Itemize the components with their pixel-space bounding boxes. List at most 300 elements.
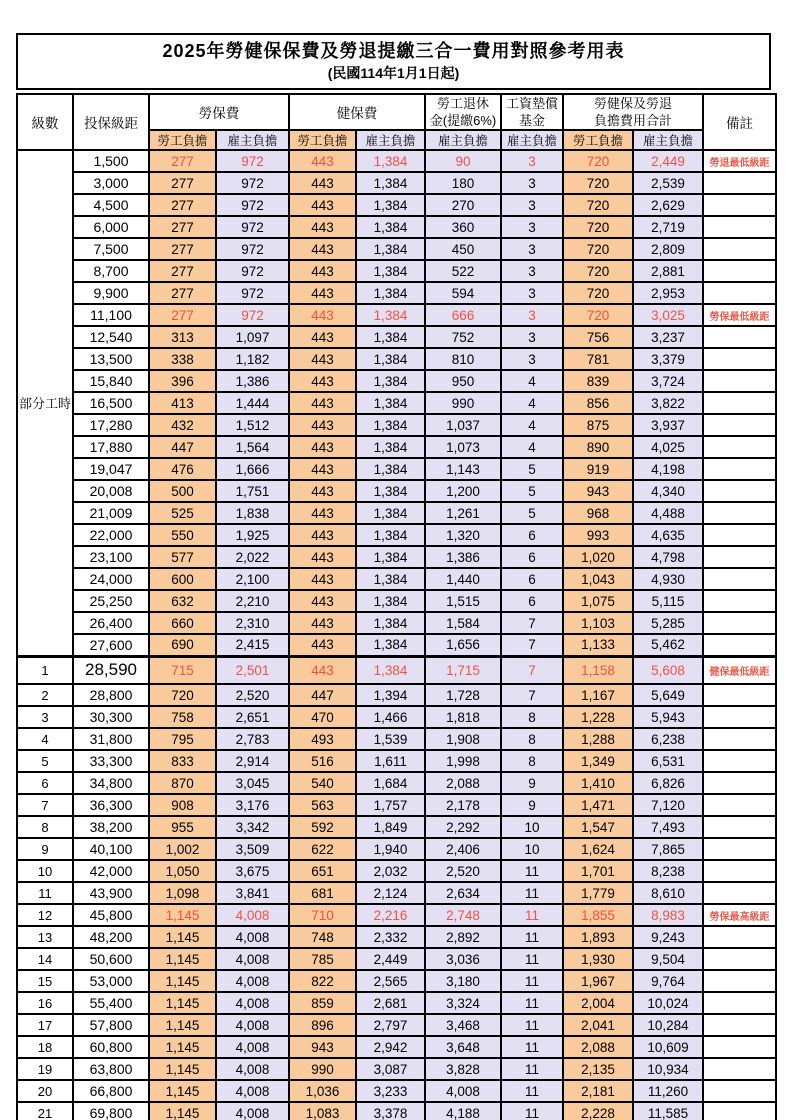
fee-cell: 1,386 (216, 370, 289, 392)
fee-cell: 972 (216, 260, 289, 282)
fee-cell: 2,953 (633, 282, 703, 304)
fee-cell: 2,797 (356, 1014, 425, 1036)
fee-cell: 752 (425, 326, 501, 348)
fee-cell: 1,838 (216, 502, 289, 524)
fee-cell: 3,324 (425, 992, 501, 1014)
fee-cell: 1,384 (356, 172, 425, 194)
fee-cell: 443 (289, 172, 356, 194)
fee-cell: 3,648 (425, 1036, 501, 1058)
fee-cell: 10,609 (633, 1036, 703, 1058)
level-cell: 17 (17, 1014, 73, 1036)
fee-cell: 2,719 (633, 216, 703, 238)
fee-cell: 277 (149, 216, 216, 238)
fee-cell: 10 (501, 816, 563, 838)
fee-cell: 4,798 (633, 546, 703, 568)
remark-cell (703, 480, 776, 502)
fee-cell: 1,020 (563, 546, 633, 568)
fee-cell: 2,565 (356, 970, 425, 992)
fee-cell: 11 (501, 948, 563, 970)
table-row (17, 194, 776, 216)
fee-cell: 1,384 (356, 502, 425, 524)
fee-cell: 1,384 (356, 370, 425, 392)
fee-cell: 1,893 (563, 926, 633, 948)
fee-cell: 1,384 (356, 304, 425, 326)
fee-cell: 2,809 (633, 238, 703, 260)
level-cell: 5 (17, 750, 73, 772)
fee-cell: 2,748 (425, 904, 501, 926)
level-cell: 14 (17, 948, 73, 970)
bracket-cell: 40,100 (73, 838, 149, 860)
fee-cell: 270 (425, 194, 501, 216)
fee-cell: 3,822 (633, 392, 703, 414)
fee-cell: 3,233 (356, 1080, 425, 1102)
fee-cell: 5,943 (633, 706, 703, 728)
fee-cell: 2,041 (563, 1014, 633, 1036)
fee-cell: 2,310 (216, 612, 289, 634)
fee-cell: 516 (289, 750, 356, 772)
bracket-cell: 57,800 (73, 1014, 149, 1036)
fee-cell: 972 (216, 150, 289, 172)
fee-cell: 1,384 (356, 282, 425, 304)
fee-cell: 1,002 (149, 838, 216, 860)
fee-cell: 6 (501, 524, 563, 546)
table-row (17, 304, 776, 326)
bracket-cell: 25,250 (73, 590, 149, 612)
fee-cell: 1,384 (356, 546, 425, 568)
table-row (17, 860, 776, 882)
fee-cell: 1,384 (356, 238, 425, 260)
fee-cell: 3 (501, 172, 563, 194)
remark-cell (703, 502, 776, 524)
fee-cell: 277 (149, 282, 216, 304)
fee-cell: 4 (501, 392, 563, 414)
fee-cell: 2,629 (633, 194, 703, 216)
fee-cell: 1,564 (216, 436, 289, 458)
level-cell: 3 (17, 706, 73, 728)
level-cell: 15 (17, 970, 73, 992)
table-row (17, 216, 776, 238)
fee-cell: 5,649 (633, 684, 703, 706)
fee-cell: 8 (501, 728, 563, 750)
fee-cell: 4,488 (633, 502, 703, 524)
fee-cell: 1,145 (149, 1058, 216, 1080)
fee-cell: 715 (149, 656, 216, 684)
fee-cell: 1,145 (149, 904, 216, 926)
remark-cell (703, 326, 776, 348)
fee-cell: 2,100 (216, 568, 289, 590)
fee-cell: 1,073 (425, 436, 501, 458)
page-title: 2025年勞健保保費及勞退提繳三合一費用對照參考用表 (162, 41, 625, 61)
fee-cell: 1,624 (563, 838, 633, 860)
fee-cell: 2,292 (425, 816, 501, 838)
header-total-employee: 勞工負擔 (563, 130, 633, 150)
fee-cell: 748 (289, 926, 356, 948)
fee-cell: 1,075 (563, 590, 633, 612)
fee-cell: 1,757 (356, 794, 425, 816)
fee-cell: 413 (149, 392, 216, 414)
fee-cell: 720 (563, 260, 633, 282)
fee-cell: 1,967 (563, 970, 633, 992)
table-row (17, 392, 776, 414)
fee-cell: 756 (563, 326, 633, 348)
remark-cell (703, 706, 776, 728)
fee-cell: 1,103 (563, 612, 633, 634)
bracket-cell: 15,840 (73, 370, 149, 392)
fee-cell: 470 (289, 706, 356, 728)
fee-cell: 4,198 (633, 458, 703, 480)
fee-cell: 6 (501, 546, 563, 568)
remark-cell (703, 926, 776, 948)
table-row (17, 1102, 776, 1120)
fee-cell: 2,022 (216, 546, 289, 568)
fee-cell: 443 (289, 568, 356, 590)
fee-cell: 493 (289, 728, 356, 750)
fee-cell: 1,288 (563, 728, 633, 750)
fee-cell: 2,881 (633, 260, 703, 282)
fee-cell: 8,610 (633, 882, 703, 904)
fee-cell: 4,008 (216, 1102, 289, 1120)
fee-cell: 2,216 (356, 904, 425, 926)
fee-cell: 972 (216, 216, 289, 238)
fee-cell: 720 (149, 684, 216, 706)
fee-cell: 2,406 (425, 838, 501, 860)
fee-cell: 2,178 (425, 794, 501, 816)
fee-cell: 1,320 (425, 524, 501, 546)
header-labor-insurance: 勞保費 (149, 94, 289, 130)
fee-cell: 839 (563, 370, 633, 392)
table-row (17, 458, 776, 480)
fee-cell: 476 (149, 458, 216, 480)
fee-cell: 1,384 (356, 634, 425, 656)
fee-cell: 277 (149, 260, 216, 282)
bracket-cell: 16,500 (73, 392, 149, 414)
bracket-cell: 60,800 (73, 1036, 149, 1058)
fee-cell: 11 (501, 1080, 563, 1102)
fee-cell: 8 (501, 706, 563, 728)
bracket-cell: 8,700 (73, 260, 149, 282)
fee-cell: 795 (149, 728, 216, 750)
fee-cell: 3,045 (216, 772, 289, 794)
level-cell: 部分工時 (17, 150, 73, 656)
fee-cell: 4 (501, 414, 563, 436)
fee-cell: 943 (563, 480, 633, 502)
fee-cell: 594 (425, 282, 501, 304)
table-row (17, 150, 776, 172)
table-row (17, 326, 776, 348)
table-row (17, 436, 776, 458)
table-row (17, 1058, 776, 1080)
fee-cell: 1,611 (356, 750, 425, 772)
fee-cell: 1,384 (356, 348, 425, 370)
bracket-cell: 19,047 (73, 458, 149, 480)
table-row (17, 838, 776, 860)
fee-cell: 7 (501, 656, 563, 684)
fee-cell: 10,024 (633, 992, 703, 1014)
bracket-cell: 26,400 (73, 612, 149, 634)
fee-cell: 1,440 (425, 568, 501, 590)
fee-cell: 8 (501, 750, 563, 772)
fee-cell: 2,783 (216, 728, 289, 750)
fee-cell: 90 (425, 150, 501, 172)
fee-cell: 1,083 (289, 1102, 356, 1120)
fee-cell: 1,384 (356, 656, 425, 684)
bracket-cell: 6,000 (73, 216, 149, 238)
header-fund-employer: 雇主負擔 (501, 130, 563, 150)
fee-cell: 11 (501, 904, 563, 926)
table-row (17, 546, 776, 568)
table-row (17, 612, 776, 634)
remark-cell (703, 728, 776, 750)
fee-cell: 2,181 (563, 1080, 633, 1102)
fee-cell: 1,145 (149, 926, 216, 948)
fee-cell: 4,340 (633, 480, 703, 502)
table-row (17, 728, 776, 750)
remark-cell (703, 1080, 776, 1102)
remark-cell (703, 194, 776, 216)
fee-cell: 443 (289, 304, 356, 326)
header-total-line1: 勞健保及勞退 (594, 96, 673, 111)
remark-cell: 健保最低級距 (703, 656, 776, 684)
fee-cell: 1,037 (425, 414, 501, 436)
fee-cell: 11 (501, 1036, 563, 1058)
fee-cell: 1,145 (149, 1014, 216, 1036)
bracket-cell: 13,500 (73, 348, 149, 370)
fee-cell: 2,681 (356, 992, 425, 1014)
fee-cell: 1,515 (425, 590, 501, 612)
fee-cell: 7,120 (633, 794, 703, 816)
fee-cell: 758 (149, 706, 216, 728)
fee-cell: 11,585 (633, 1102, 703, 1120)
remark-cell: 勞保最低級距 (703, 304, 776, 326)
fee-cell: 2,449 (633, 150, 703, 172)
bracket-cell: 53,000 (73, 970, 149, 992)
fee-cell: 720 (563, 304, 633, 326)
fee-cell: 1,384 (356, 612, 425, 634)
fee-cell: 990 (289, 1058, 356, 1080)
bracket-cell: 17,280 (73, 414, 149, 436)
remark-cell (703, 838, 776, 860)
fee-cell: 563 (289, 794, 356, 816)
fee-cell: 313 (149, 326, 216, 348)
fee-cell: 4,635 (633, 524, 703, 546)
level-cell: 7 (17, 794, 73, 816)
fee-cell: 443 (289, 458, 356, 480)
table-row (17, 816, 776, 838)
header-li-employer: 雇主負擔 (216, 130, 289, 150)
remark-cell (703, 970, 776, 992)
bracket-cell: 69,800 (73, 1102, 149, 1120)
fee-cell: 3,176 (216, 794, 289, 816)
fee-cell: 1,656 (425, 634, 501, 656)
remark-cell (703, 238, 776, 260)
fee-cell: 11 (501, 1014, 563, 1036)
fee-cell: 443 (289, 326, 356, 348)
bracket-cell: 36,300 (73, 794, 149, 816)
fee-cell: 443 (289, 546, 356, 568)
fee-cell: 2,651 (216, 706, 289, 728)
level-cell: 11 (17, 882, 73, 904)
fee-cell: 2,032 (356, 860, 425, 882)
table-row (17, 370, 776, 392)
fee-cell: 11 (501, 926, 563, 948)
fee-cell: 5 (501, 480, 563, 502)
table-row (17, 414, 776, 436)
remark-cell (703, 772, 776, 794)
fee-cell: 972 (216, 238, 289, 260)
fee-cell: 2,892 (425, 926, 501, 948)
fee-cell: 396 (149, 370, 216, 392)
remark-cell (703, 992, 776, 1014)
fee-cell: 785 (289, 948, 356, 970)
fee-cell: 781 (563, 348, 633, 370)
fee-cell: 1,384 (356, 524, 425, 546)
fee-cell: 1,410 (563, 772, 633, 794)
fee-cell: 1,145 (149, 948, 216, 970)
fee-cell: 810 (425, 348, 501, 370)
table-row (17, 238, 776, 260)
fee-cell: 908 (149, 794, 216, 816)
fee-cell: 277 (149, 172, 216, 194)
fee-cell: 2,415 (216, 634, 289, 656)
remark-cell (703, 282, 776, 304)
fee-cell: 632 (149, 590, 216, 612)
header-pension-employer: 雇主負擔 (425, 130, 501, 150)
bracket-cell: 20,008 (73, 480, 149, 502)
bracket-cell: 42,000 (73, 860, 149, 882)
remark-cell (703, 414, 776, 436)
fee-cell: 1,145 (149, 1102, 216, 1120)
fee-cell: 1,143 (425, 458, 501, 480)
fee-cell: 1,384 (356, 326, 425, 348)
fee-cell: 1,182 (216, 348, 289, 370)
fee-cell: 6 (501, 568, 563, 590)
fee-cell: 7 (501, 612, 563, 634)
table-body (17, 150, 776, 1120)
bracket-cell: 9,900 (73, 282, 149, 304)
fee-cell: 1,384 (356, 590, 425, 612)
fee-cell: 720 (563, 216, 633, 238)
fee-cell: 919 (563, 458, 633, 480)
fee-cell: 710 (289, 904, 356, 926)
fee-cell: 11,260 (633, 1080, 703, 1102)
header-pension-line2: 金(提繳6%) (429, 113, 497, 128)
bracket-cell: 28,590 (73, 656, 149, 684)
fee-cell: 720 (563, 282, 633, 304)
fee-cell: 3 (501, 194, 563, 216)
fee-cell: 2,228 (563, 1102, 633, 1120)
fee-cell: 592 (289, 816, 356, 838)
fee-cell: 1,471 (563, 794, 633, 816)
fee-cell: 822 (289, 970, 356, 992)
fee-cell: 1,349 (563, 750, 633, 772)
fee-cell: 3,087 (356, 1058, 425, 1080)
level-cell: 13 (17, 926, 73, 948)
remark-cell (703, 546, 776, 568)
fee-cell: 3,509 (216, 838, 289, 860)
fee-cell: 4,008 (216, 992, 289, 1014)
fee-cell: 1,684 (356, 772, 425, 794)
fee-cell: 4,188 (425, 1102, 501, 1120)
fee-cell: 1,200 (425, 480, 501, 502)
remark-cell (703, 882, 776, 904)
fee-cell: 4,025 (633, 436, 703, 458)
fee-cell: 3,724 (633, 370, 703, 392)
fee-cell: 443 (289, 524, 356, 546)
fee-cell: 11 (501, 970, 563, 992)
bracket-cell: 48,200 (73, 926, 149, 948)
fee-cell: 2,942 (356, 1036, 425, 1058)
level-cell: 2 (17, 684, 73, 706)
fee-cell: 1,539 (356, 728, 425, 750)
fee-cell: 3 (501, 216, 563, 238)
table-header (17, 94, 776, 150)
table-row (17, 502, 776, 524)
fee-cell: 550 (149, 524, 216, 546)
fee-cell: 3,036 (425, 948, 501, 970)
remark-cell (703, 392, 776, 414)
fee-cell: 443 (289, 480, 356, 502)
fee-cell: 1,384 (356, 436, 425, 458)
remark-cell (703, 348, 776, 370)
fee-cell: 1,158 (563, 656, 633, 684)
fee-cell: 5 (501, 502, 563, 524)
bracket-cell: 33,300 (73, 750, 149, 772)
fee-cell: 277 (149, 238, 216, 260)
bracket-cell: 45,800 (73, 904, 149, 926)
remark-cell (703, 1058, 776, 1080)
fee-cell: 3,828 (425, 1058, 501, 1080)
fee-cell: 993 (563, 524, 633, 546)
fee-cell: 3,342 (216, 816, 289, 838)
table-row (17, 172, 776, 194)
remark-cell (703, 634, 776, 656)
fee-cell: 443 (289, 436, 356, 458)
bracket-cell: 1,500 (73, 150, 149, 172)
fee-cell: 875 (563, 414, 633, 436)
fee-cell: 2,088 (563, 1036, 633, 1058)
fee-cell: 2,210 (216, 590, 289, 612)
header-remark: 備註 (703, 94, 776, 150)
fee-cell: 3,675 (216, 860, 289, 882)
page-subtitle: (民國114年1月1日起) (327, 65, 460, 81)
remark-cell (703, 458, 776, 480)
fee-cell: 2,539 (633, 172, 703, 194)
level-cell: 10 (17, 860, 73, 882)
fee-cell: 447 (289, 684, 356, 706)
level-cell: 20 (17, 1080, 73, 1102)
fee-cell: 3,025 (633, 304, 703, 326)
fee-cell: 1,145 (149, 970, 216, 992)
remark-cell (703, 860, 776, 882)
fee-cell: 972 (216, 282, 289, 304)
fee-cell: 3,378 (356, 1102, 425, 1120)
level-cell: 21 (17, 1102, 73, 1120)
table-row (17, 480, 776, 502)
fee-cell: 1,384 (356, 568, 425, 590)
fee-cell: 8,983 (633, 904, 703, 926)
fee-cell: 11 (501, 992, 563, 1014)
header-level: 級數 (17, 94, 73, 150)
table-row (17, 1036, 776, 1058)
fee-cell: 443 (289, 150, 356, 172)
table-row (17, 684, 776, 706)
fee-cell: 3,841 (216, 882, 289, 904)
table-row (17, 568, 776, 590)
fee-cell: 3,937 (633, 414, 703, 436)
remark-cell: 勞退最低級距 (703, 150, 776, 172)
header-pension-line1: 勞工退休 (436, 96, 489, 111)
remark-cell (703, 1014, 776, 1036)
